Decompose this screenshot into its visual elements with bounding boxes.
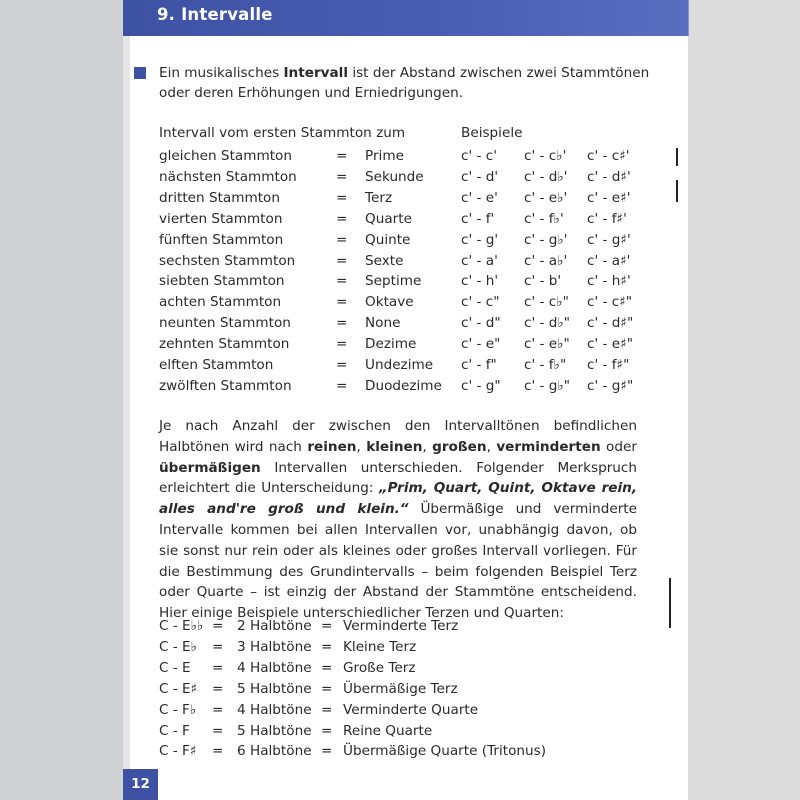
table-cell-ex2: c' - e♭": [524, 336, 570, 353]
table-cell-ex2: c' - e♭': [524, 189, 568, 206]
table-cell-ex3: c' - d♯": [587, 315, 634, 332]
table-cell-from: dritten Stammton: [159, 189, 280, 206]
table-cell-ex3: c' - e♯": [587, 336, 633, 353]
example-cell-halftones: 4 Halbtöne: [237, 701, 312, 718]
table-cell-ex3: c' - g♯": [587, 377, 634, 394]
chapter-title: 9. Intervalle: [157, 5, 273, 24]
table-cell-name: Quarte: [365, 210, 412, 227]
example-cell-name: Verminderte Terz: [343, 618, 459, 634]
example-cell-name: Reine Quarte: [343, 722, 433, 739]
table-cell-name: Prime: [365, 148, 404, 164]
scan-mark: [676, 148, 678, 166]
table-cell-name: Duodezime: [365, 377, 442, 394]
table-header-examples: Beispiele: [461, 125, 523, 141]
table-cell-from: nächsten Stammton: [159, 168, 297, 185]
table-cell-ex1: c' - f': [461, 210, 495, 227]
example-cell-name: Übermäßige Terz: [343, 680, 458, 697]
table-cell-ex1: c' - c': [461, 148, 497, 164]
example-cell-eq1: =: [212, 701, 224, 718]
table-cell-ex3: c' - h♯': [587, 273, 631, 290]
table-cell-ex2: c' - d♭': [524, 168, 568, 185]
example-cell-eq2: =: [321, 722, 333, 739]
table-cell-ex1: c' - d': [461, 168, 499, 185]
table-cell-ex3: c' - e♯': [587, 189, 631, 206]
table-cell-from: vierten Stammton: [159, 210, 283, 227]
table-cell-from: sechsten Stammton: [159, 252, 296, 269]
table-cell-eq: =: [336, 231, 348, 248]
explanation-paragraph: Je nach Anzahl der zwischen den Intervalltönen befindlichen Halbtönen wird nach reinen, kleinen, großen, verminderten oder übermäßigen Intervallen unterschieden. Folgender Merkspruch erleichtert die Unterscheidung: „Prim, Quart, Quint, Oktave rein, alles and're groß und klein.“ Übermäßige und verminderte Intervalle kommen bei allen Intervallen vor, unabhängig davon, ob sie sonst nur rein oder als kleines oder großes Intervall vorliegen. Für die Bestimmung des Grundintervalls – beim folgenden Beispiel Terz oder Quarte – ist einzig der Abstand der Stammtöne entscheidend. Hier einige Beispiele unterschiedlicher Terzen und Quarten:: [159, 418, 638, 622]
table-cell-ex3: c' - c♯": [587, 294, 633, 311]
table-cell-ex1: c' - e": [461, 336, 501, 353]
table-cell-ex3: c' - f♯': [587, 210, 627, 227]
table-cell-eq: =: [336, 377, 348, 394]
table-cell-ex2: c' - f♭": [524, 357, 567, 373]
example-cell-halftones: 4 Halbtöne: [237, 659, 312, 676]
example-cell-notes: C - E♯: [159, 680, 198, 697]
example-cell-eq2: =: [321, 680, 333, 697]
table-cell-ex1: c' - g": [461, 377, 501, 394]
example-cell-notes: C - E♭: [159, 638, 198, 655]
table-cell-from: fünften Stammton: [159, 231, 284, 248]
table-cell-ex2: c' - d♭": [524, 315, 571, 332]
table-cell-name: Undezime: [365, 357, 434, 373]
table-cell-name: Dezime: [365, 336, 417, 353]
example-cell-halftones: 2 Halbtöne: [237, 618, 312, 634]
table-cell-name: None: [365, 315, 401, 332]
table-cell-ex3: c' - d♯': [587, 168, 631, 185]
square-bullet-icon: [134, 67, 146, 79]
table-cell-eq: =: [336, 273, 348, 290]
table-cell-eq: =: [336, 294, 348, 311]
example-cell-notes: C - E: [159, 659, 191, 676]
table-cell-ex1: c' - c": [461, 294, 500, 311]
intro-text: Ein musikalisches Intervall ist der Abstand zwischen zwei Stammtönen oder deren Erhöhungen und Erniedrigungen.: [159, 65, 650, 101]
example-cell-notes: C - F♯: [159, 743, 197, 760]
table-cell-name: Sekunde: [365, 168, 424, 185]
table-cell-from: elften Stammton: [159, 357, 274, 373]
mnemonic-quote: „Prim, Quart, Quint, Oktave rein, alles and're groß und klein.“: [159, 480, 637, 518]
table-cell-name: Sexte: [365, 252, 404, 269]
table-cell-name: Septime: [365, 273, 422, 290]
table-cell-from: siebten Stammton: [159, 273, 285, 290]
table-cell-eq: =: [336, 357, 348, 373]
example-cell-eq2: =: [321, 659, 333, 676]
example-cell-eq1: =: [212, 680, 224, 697]
table-cell-eq: =: [336, 336, 348, 353]
table-cell-name: Terz: [365, 189, 393, 206]
table-cell-from: gleichen Stammton: [159, 148, 292, 164]
table-cell-ex3: c' - f♯": [587, 357, 630, 373]
table-cell-from: zehnten Stammton: [159, 336, 290, 353]
table-cell-ex1: c' - g': [461, 231, 499, 248]
intro-term: Intervall: [283, 65, 348, 81]
table-cell-ex1: c' - a': [461, 252, 498, 269]
table-cell-from: zwölften Stammton: [159, 377, 292, 394]
example-cell-eq1: =: [212, 659, 224, 676]
page-spine: [123, 0, 130, 800]
example-cell-halftones: 6 Halbtöne: [237, 743, 312, 760]
table-cell-ex2: c' - a♭': [524, 252, 568, 269]
table-cell-name: Oktave: [365, 294, 414, 311]
table-cell-eq: =: [336, 252, 348, 269]
example-cell-name: Kleine Terz: [343, 638, 417, 655]
table-cell-ex2: c' - f♭': [524, 210, 564, 227]
table-cell-ex1: c' - d": [461, 315, 501, 332]
table-cell-from: neunten Stammton: [159, 315, 291, 332]
example-cell-halftones: 5 Halbtöne: [237, 722, 312, 739]
scan-background-right: [688, 0, 800, 800]
example-cell-halftones: 3 Halbtöne: [237, 638, 312, 655]
example-cell-halftones: 5 Halbtöne: [237, 680, 312, 697]
example-cell-eq2: =: [321, 743, 333, 760]
table-cell-eq: =: [336, 168, 348, 185]
table-cell-name: Quinte: [365, 231, 411, 248]
table-cell-ex2: c' - g♭": [524, 377, 571, 394]
table-cell-eq: =: [336, 148, 348, 164]
table-cell-ex3: c' - a♯': [587, 252, 631, 269]
table-header-interval: Intervall vom ersten Stammton zum: [159, 125, 406, 141]
table-cell-eq: =: [336, 210, 348, 227]
scan-mark: [669, 578, 671, 628]
header-edge: [688, 0, 689, 36]
table-cell-ex2: c' - c♭': [524, 148, 567, 164]
table-cell-eq: =: [336, 189, 348, 206]
scan-mark: [676, 180, 678, 202]
table-cell-from: achten Stammton: [159, 294, 282, 311]
page-number: 12: [123, 769, 158, 800]
example-cell-name: Übermäßige Quarte (Tritonus): [343, 743, 547, 760]
table-cell-ex1: c' - h': [461, 273, 499, 290]
example-cell-eq1: =: [212, 722, 224, 739]
table-cell-ex2: c' - g♭': [524, 231, 568, 248]
example-cell-eq1: =: [212, 743, 224, 760]
table-cell-ex1: c' - f": [461, 357, 497, 373]
example-cell-notes: C - F♭: [159, 701, 197, 718]
example-cell-eq1: =: [212, 618, 224, 634]
example-cell-name: Große Terz: [343, 659, 416, 676]
example-cell-eq2: =: [321, 618, 333, 634]
example-cell-notes: C - F: [159, 722, 190, 739]
example-cell-name: Verminderte Quarte: [343, 701, 479, 718]
example-cell-eq2: =: [321, 701, 333, 718]
example-cell-eq2: =: [321, 638, 333, 655]
table-cell-ex1: c' - e': [461, 189, 498, 206]
table-cell-ex3: c' - g♯': [587, 231, 631, 248]
table-cell-ex2: c' - c♭": [524, 294, 569, 311]
example-cell-eq1: =: [212, 638, 224, 655]
scan-background-left: [0, 0, 123, 800]
table-cell-ex2: c' - b': [524, 273, 562, 290]
example-cell-notes: C - E♭♭: [159, 618, 204, 634]
table-cell-eq: =: [336, 315, 348, 332]
table-cell-ex3: c' - c♯': [587, 148, 630, 164]
